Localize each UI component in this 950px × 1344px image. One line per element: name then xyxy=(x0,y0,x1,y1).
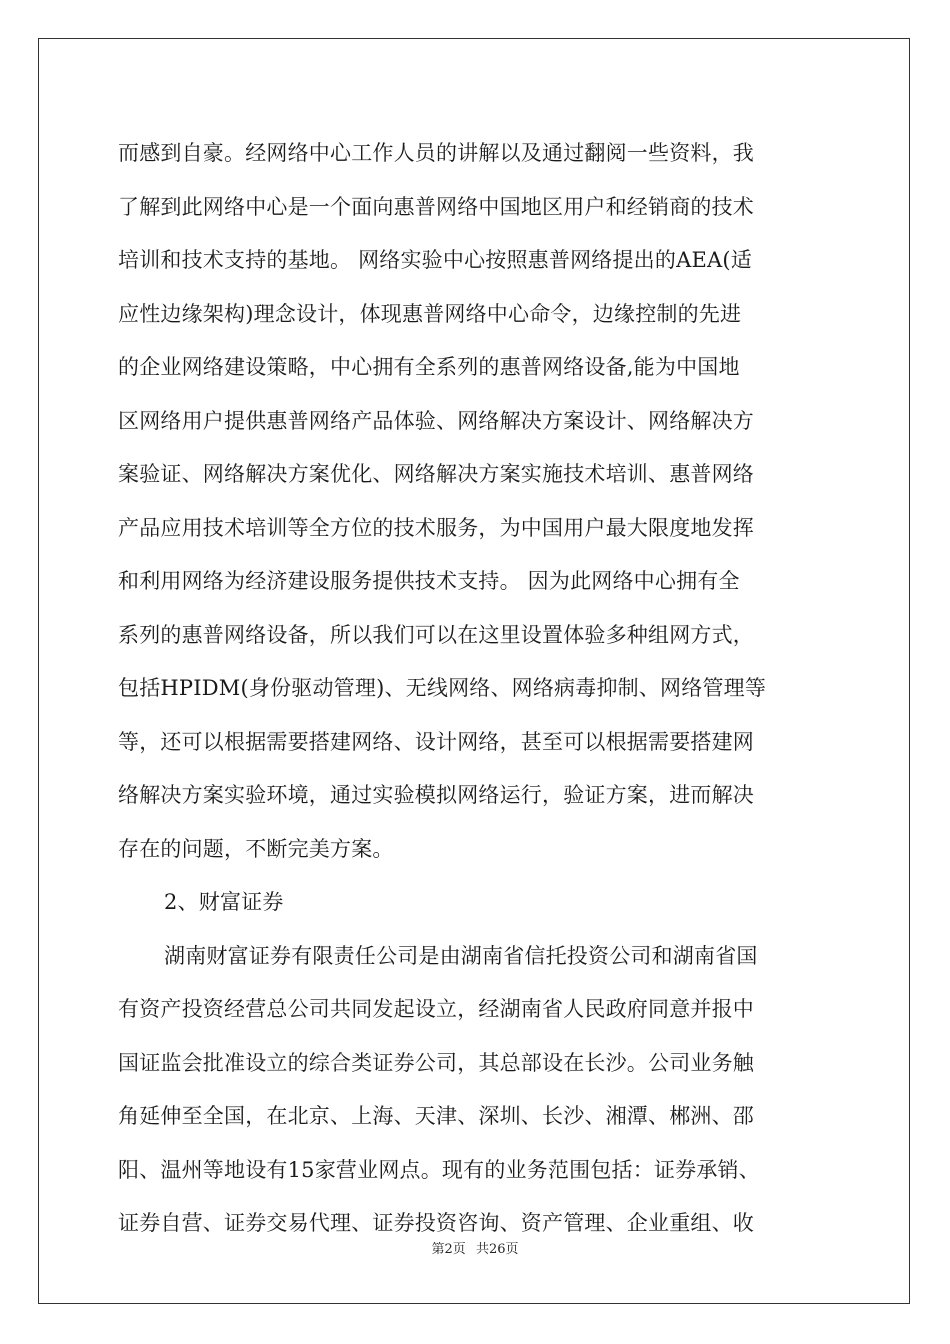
paragraph-line: 区网络用户提供惠普网络产品体验、网络解决方案设计、网络解决方 xyxy=(118,408,754,433)
paragraph-line: 角延伸至全国，在北京、上海、天津、深圳、长沙、湘潭、郴洲、邵 xyxy=(118,1104,754,1128)
paragraph-line: 湖南财富证券有限责任公司是由湖南省信托投资公司和湖南省国 xyxy=(164,943,758,968)
paragraph-line: 证券自营、证券交易代理、证券投资咨询、资产管理、企业重组、收 xyxy=(118,1211,754,1235)
paragraph-line: 应性边缘架构)理念设计，体现惠普网络中心命令，边缘控制的先进 xyxy=(118,301,742,326)
paragraph-line: 国证监会批准设立的综合类证券公司，其总部设在长沙。公司业务触 xyxy=(118,1050,754,1075)
paragraph-line: 产品应用技术培训等全方位的技术服务，为中国用户最大限度地发挥 xyxy=(118,515,754,540)
page-number: 第2页 xyxy=(431,1242,466,1257)
section-heading: 2、财富证券 xyxy=(164,890,284,914)
paragraph-line: 的企业网络建设策略，中心拥有全系列的惠普网络设备,能为中国地 xyxy=(118,355,740,379)
paragraph-line: 了解到此网络中心是一个面向惠普网络中国地区用户和经销商的技术 xyxy=(118,194,754,219)
document-body xyxy=(118,127,838,1251)
paragraph-line: 系列的惠普网络设备，所以我们可以在这里设置体验多种组网方式， xyxy=(118,622,754,647)
paragraph-line: 等，还可以根据需要搭建网络、设计网络，甚至可以根据需要搭建网 xyxy=(118,729,754,754)
page-total: 共26页 xyxy=(475,1242,519,1257)
paragraph-line: 案验证、网络解决方案优化、网络解决方案实施技术培训、惠普网络 xyxy=(118,462,754,486)
paragraph-line: 有资产投资经营总公司共同发起设立，经湖南省人民政府同意并报中 xyxy=(118,997,754,1021)
paragraph-line: 阳、温州等地设有15家营业网点。现有的业务范围包括：证券承销、 xyxy=(118,1157,760,1182)
paragraph-line: 和利用网络为经济建设服务提供技术支持。 因为此网络中心拥有全 xyxy=(118,569,740,593)
paragraph-line: 存在的问题，不断完美方案。 xyxy=(118,836,394,861)
paragraph-line: 包括HPIDM(身份驱动管理)、无线网络、网络病毒抑制、网络管理等 xyxy=(118,676,767,700)
paragraph-line: 而感到自豪。经网络中心工作人员的讲解以及通过翻阅一些资料，我 xyxy=(118,141,754,165)
page-footer xyxy=(0,1238,950,1257)
paragraph-line: 培训和技术支持的基地。 网络实验中心按照惠普网络提出的AEA(适 xyxy=(118,248,752,272)
paragraph-line: 络解决方案实验环境，通过实验模拟网络运行，验证方案，进而解决 xyxy=(118,783,754,807)
